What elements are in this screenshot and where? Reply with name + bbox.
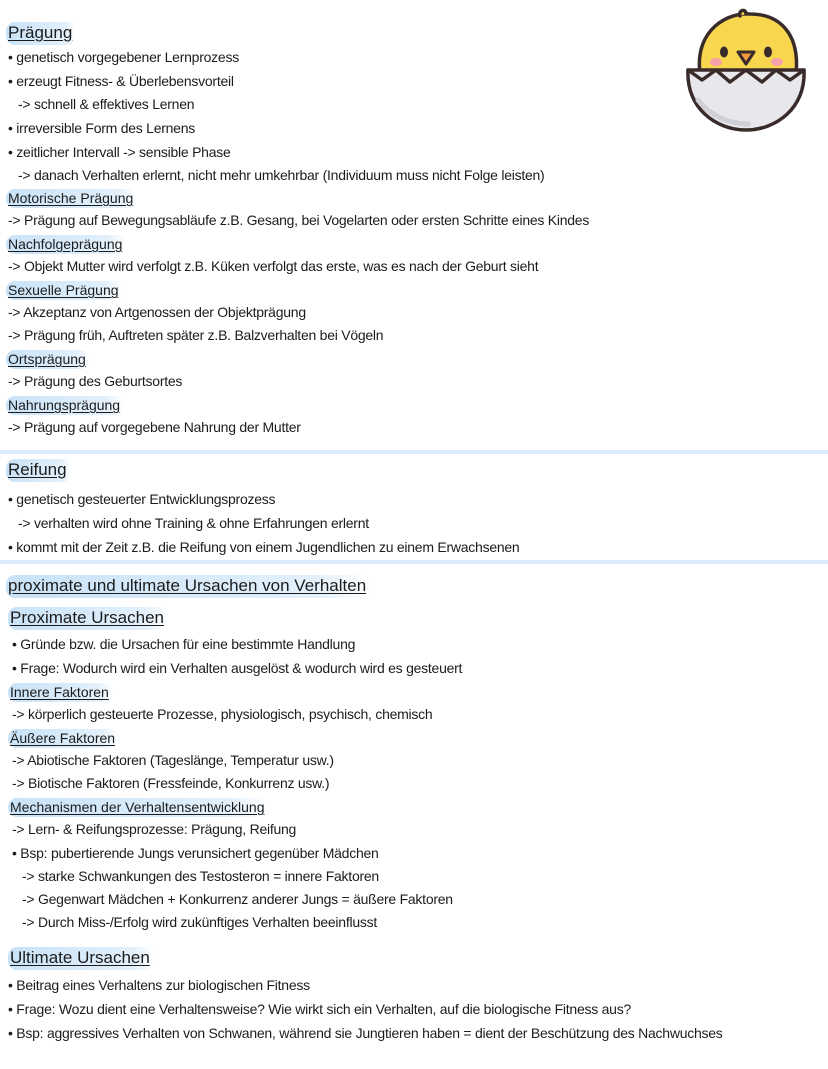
praegung-line-2: • erzeugt Fitness- & Überlebensvorteil: [8, 73, 234, 89]
heading-aeussere-faktoren: Äußere Faktoren: [8, 729, 119, 748]
heading-ultimate-ursachen: Ultimate Ursachen: [8, 947, 154, 970]
aeussere-line-1: -> Abiotische Faktoren (Tageslänge, Temperatur usw.): [12, 752, 334, 768]
praegung-line-1: • genetisch vorgegebener Lernprozess: [8, 49, 239, 65]
heading-nachfolgepraegung: Nachfolgeprägung: [6, 235, 126, 254]
heading-innere-faktoren: Innere Faktoren: [8, 683, 113, 702]
heading-proximate-ursachen: Proximate Ursachen: [8, 607, 168, 630]
ort-line: -> Prägung des Geburtsortes: [8, 373, 183, 389]
nahrung-line: -> Prägung auf vorgegebene Nahrung der Mutter: [8, 419, 301, 435]
aeussere-line-2: -> Biotische Faktoren (Fressfeinde, Konkurrenz usw.): [12, 775, 330, 791]
ultimate-line-3: • Bsp: aggressives Verhalten von Schwanen, während sie Jungtieren haben = dient der Beschützung des Nachwuchses: [8, 1025, 723, 1041]
heading-sexuelle-praegung: Sexuelle Prägung: [6, 281, 123, 300]
motorisch-line: -> Prägung auf Bewegungsabläufe z.B. Gesang, bei Vogelarten oder ersten Schritte eines Kindes: [8, 212, 590, 228]
heading-nahrungspraegung: Nahrungsprägung: [6, 396, 124, 415]
proximate-line-1: • Gründe bzw. die Ursachen für eine bestimmte Handlung: [12, 636, 356, 652]
heading-ortspraegung: Ortsprägung: [6, 350, 90, 369]
sexuell-line-1: -> Akzeptanz von Artgenossen der Objektprägung: [8, 304, 306, 320]
mechanismen-line-5: -> Durch Miss-/Erfolg wird zukünftiges Verhalten beeinflusst: [22, 914, 377, 930]
proximate-line-2: • Frage: Wodurch wird ein Verhalten ausgelöst & wodurch wird es gesteuert: [12, 660, 463, 676]
mechanismen-line-3: -> starke Schwankungen des Testosteron = innere Faktoren: [22, 868, 379, 884]
heading-mechanismen: Mechanismen der Verhaltensentwicklung: [8, 798, 268, 817]
praegung-line-3: -> schnell & effektives Lernen: [18, 96, 195, 112]
section-divider: [0, 450, 828, 454]
praegung-line-4: • irreversible Form des Lernens: [8, 120, 195, 136]
heading-reifung: Reifung: [6, 459, 71, 482]
mechanismen-line-4: -> Gegenwart Mädchen + Konkurrenz anderer Jungs = äußere Faktoren: [22, 891, 453, 907]
ultimate-line-1: • Beitrag eines Verhaltens zur biologischen Fitness: [8, 977, 310, 993]
reifung-line-2: -> verhalten wird ohne Training & ohne Erfahrungen erlernt: [18, 515, 369, 531]
heading-ursachen: proximate und ultimate Ursachen von Verhalten: [6, 575, 370, 598]
mechanismen-line-1: -> Lern- & Reifungsprozesse: Prägung, Reifung: [12, 821, 297, 837]
heading-praegung: Prägung: [6, 22, 76, 45]
hatching-chick-icon: [680, 8, 812, 132]
mechanismen-line-2: • Bsp: pubertierende Jungs verunsichert gegenüber Mädchen: [12, 845, 379, 861]
nachfolge-line: -> Objekt Mutter wird verfolgt z.B. Küken verfolgt das erste, was es nach der Geburt sieht: [8, 258, 539, 274]
reifung-line-3: • kommt mit der Zeit z.B. die Reifung von einem Jugendlichen zu einem Erwachsenen: [8, 539, 520, 555]
heading-motorische-praegung: Motorische Prägung: [6, 189, 137, 208]
praegung-line-6: -> danach Verhalten erlernt, nicht mehr umkehrbar (Individuum muss nicht Folge leisten): [18, 167, 545, 183]
sexuell-line-2: -> Prägung früh, Auftreten später z.B. Balzverhalten bei Vögeln: [8, 327, 384, 343]
ultimate-line-2: • Frage: Wozu dient eine Verhaltensweise? Wie wirkt sich ein Verhalten, auf die biologische Fitness aus?: [8, 1001, 631, 1017]
section-divider: [0, 560, 828, 564]
innere-line: -> körperlich gesteuerte Prozesse, physiologisch, psychisch, chemisch: [12, 706, 433, 722]
reifung-line-1: • genetisch gesteuerter Entwicklungsprozess: [8, 491, 276, 507]
praegung-line-5: • zeitlicher Intervall -> sensible Phase: [8, 144, 231, 160]
